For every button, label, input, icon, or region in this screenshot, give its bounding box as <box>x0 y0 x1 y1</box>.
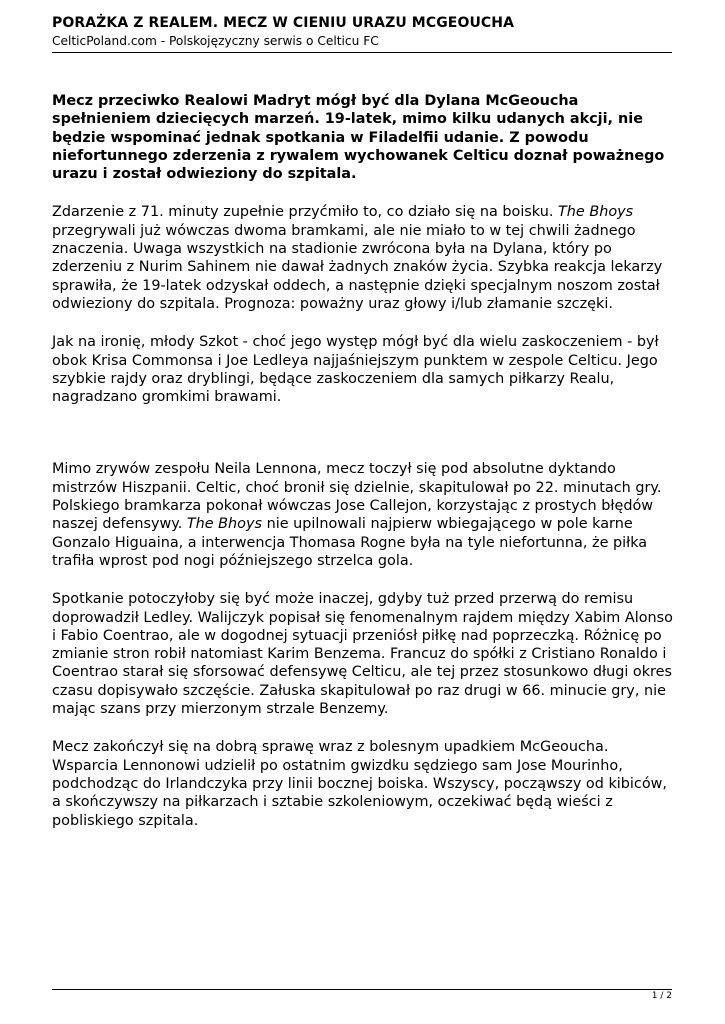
footer-divider <box>52 989 672 990</box>
article-paragraph-2: Jak na ironię, młody Szkot - choć jego występ mógł być dla wielu zaskoczeniem - był obok Krisa Commonsa i Joe Ledleya najjaśniejszym punktem w zespole Celticu. Jego szybkie rajdy oraz dryblingi, będące zaskoczeniem dla samych piłkarzy Realu, nagradzano gromkimi brawami. <box>52 334 659 406</box>
paragraph-text: Zdarzenie z 71. minuty zupełnie przyćmiło to, co działo się na boisku. <box>52 204 558 221</box>
article-body <box>52 92 676 850</box>
site-subtitle: CelticPoland.com - Polskojęzyczny serwis o Celticu FC <box>52 34 379 48</box>
article-lead: Mecz przeciwko Realowi Madryt mógł być dla Dylana McGeoucha spełnieniem dziecięcych marzeń. 19-latek, mimo kilku udanych akcji, nie będzie wspominać jednak spotkania w Filadelfii udanie. Z powodu niefortunnego zderzenia z rywalem wychowanek Celticu doznał poważnego urazu i został odwieziony do szpitala. <box>52 93 665 183</box>
header-divider <box>52 52 672 53</box>
emphasis-the-bhoys: The Bhoys <box>186 516 262 533</box>
page-header <box>52 14 672 50</box>
article-paragraph-4: Spotkanie potoczyłoby się być może inaczej, gdyby tuż przed przerwą do remisu doprowadził Ledley. Walijczyk popisał się fenomenalnym rajdem między Xabim Alonso i Fabio Coentrao, ale w dogodnej sytuacji przeniósł piłkę nad poprzeczką. Różnicę po zmianie stron robił natomiast Karim Benzema. Francuz do spółki z Cristiano Ronaldo i Coentrao starał się sforsować defensywę Celticu, ale tej przez stosunkowo długi okres czasu dopisywało szczęście. Załuska skapitulował po raz drugi w 66. minucie gry, nie mając szans przy mierzonym strzale Benzemy. <box>52 591 673 718</box>
article-paragraph-3 <box>52 460 676 570</box>
page-number: 1 / 2 <box>651 991 672 1001</box>
emphasis-the-bhoys: The Bhoys <box>557 204 634 221</box>
paragraph-text: przegrywali już wówczas dwoma bramkami, ale nie miało to w tej chwili żadnego znaczenia. Uwaga wszystkich na stadionie zwrócona była na Dylana, który po zderzeniu z Nurim Sahinem nie dawał żadnych znaków życia. Szybka reakcja lekarzy sprawiła, że 19-latek odzyskał oddech, a następnie dzięki specjalnym noszom został odwieziony do szpitala. Prognoza: poważny uraz głowy i/lub złamanie szczęki. <box>52 222 663 312</box>
paragraph-text: Mimo zrywów zespołu Neila Lennona, mecz toczył się pod absolutne dyktando mistrzów Hiszpanii. Celtic, choć bronił się dzielnie, skapitulował po 22. minutach gry. Polskiego bramkarza pokonał wówczas Jose Callejon, korzystając z prostych błędów naszej defensywy. <box>52 461 662 533</box>
page-title: PORAŻKA Z REALEM. MECZ W CIENIU URAZU MCGEOUCHA <box>52 15 515 31</box>
article-paragraph-5: Mecz zakończył się na dobrą sprawę wraz z bolesnym upadkiem McGeoucha. Wsparcia Lennonowi udzielił po ostatnim gwizdku sędziego sam Jose Mourinho, podchodząc do Irlandczyka przy linii bocznej boiska. Wszyscy, począwszy od kibiców, a skończywszy na piłkarzach i sztabie szkoleniowym, oczekiwać będą wieści z pobliskiego szpitala. <box>52 739 667 829</box>
paragraph-text: nie upilnowali najpierw wbiegającego w pole karne Gonzalo Higuaina, a interwencja Thomasa Rogne była na tyle niefortunna, że piłka trafiła wprost pod nogi późniejszego strzelca gola. <box>52 516 648 569</box>
blank-gap <box>52 426 676 460</box>
article-paragraph-1 <box>52 203 676 313</box>
